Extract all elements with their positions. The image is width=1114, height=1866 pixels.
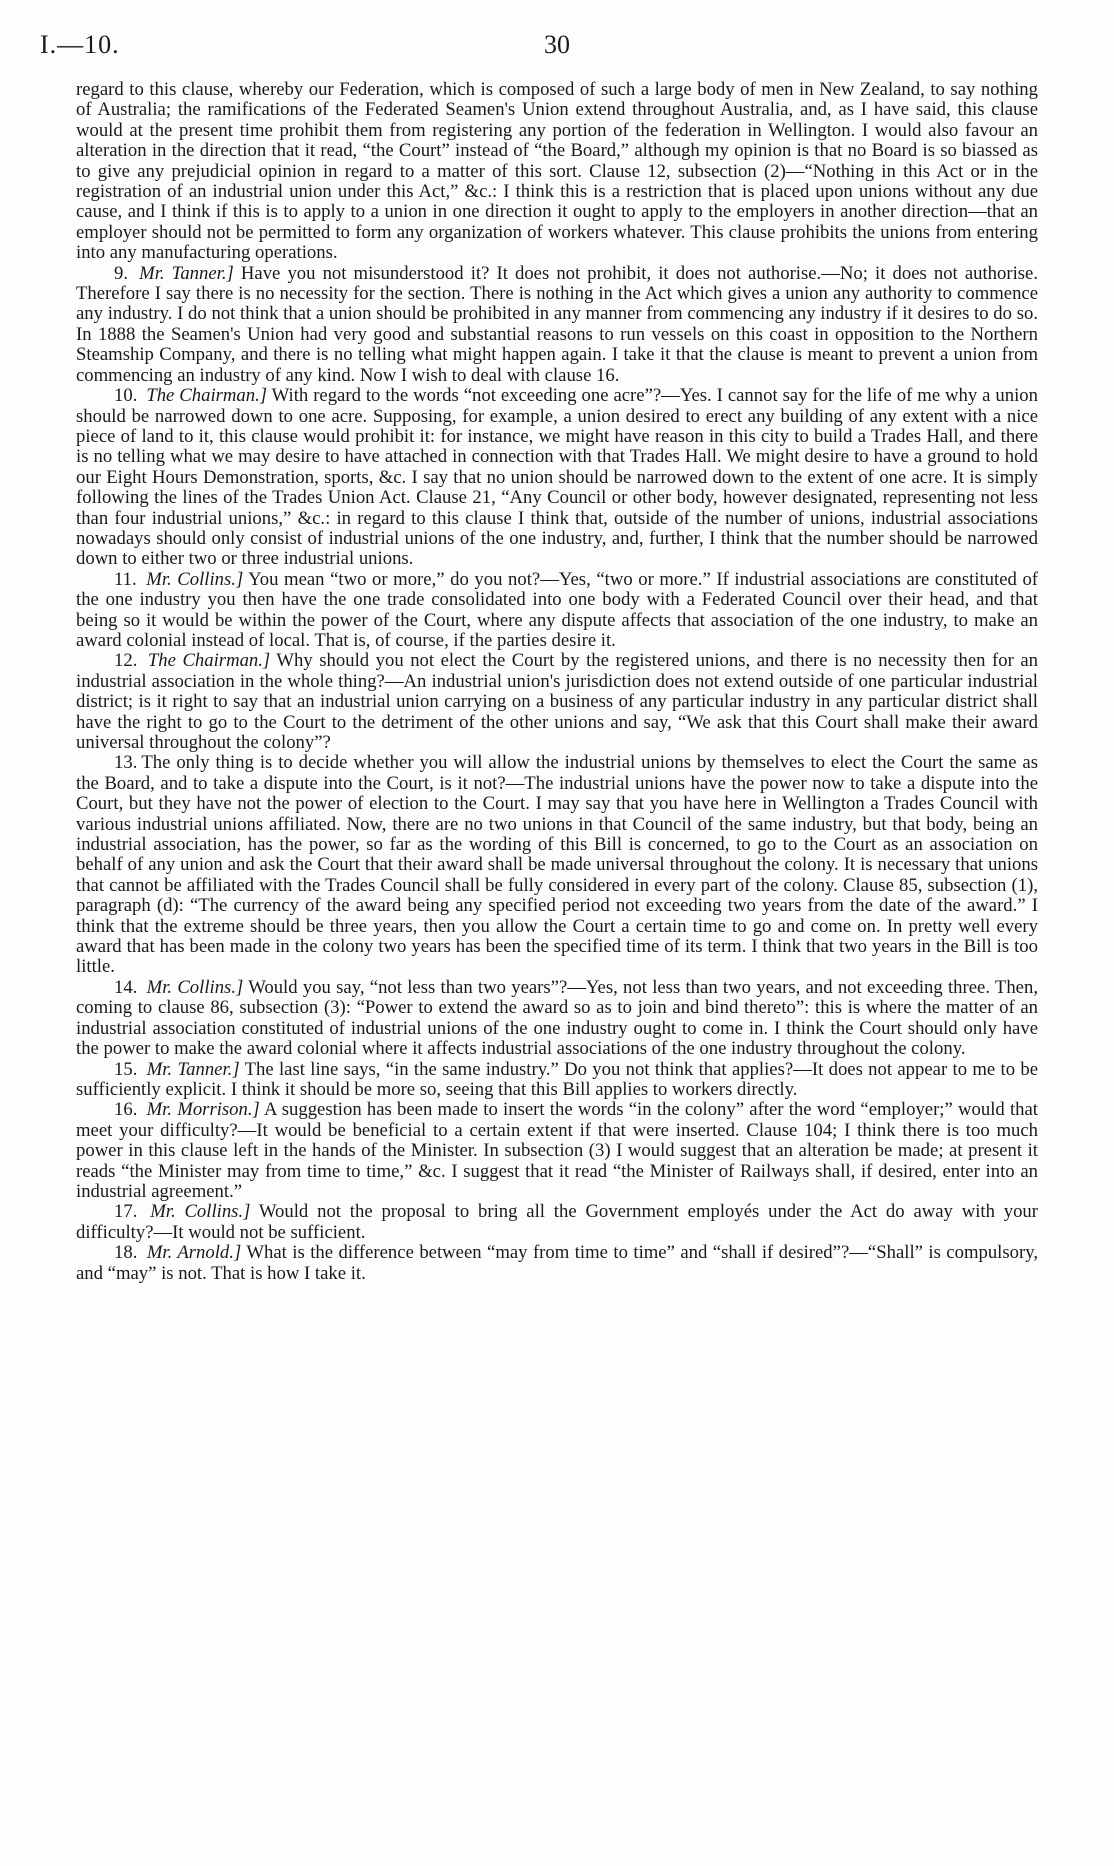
question-paragraph-14 bbox=[76, 978, 1038, 1060]
paragraph-text: With regard to the words “not exceeding one acre”?—Yes. I cannot say for the life of me why a union should be narrowed down to one acre. Supposing, for example, a union desired to erect any building of any extent with a nice piece of land to it, this clause would prohibit it: for instance, we might have reason in this city to build a Trades Hall, and there is no telling what we may desire to have attached in connection with that Trades Hall. We might desire to have a ground to hold our Eight Hours Demonstration, sports, &c. I say that no union should be narrowed down to the extent of one acre. It is simply following the lines of the Trades Union Act. Clause 21, “Any Council or other body, however designated, representing not less than four industrial unions,” &c.: in regard to this clause I think that, outside of the number of unions, industrial associations nowadays should only consist of industrial unions of the one industry, and, further, I think that the number should be narrowed down to either two or three industrial unions. bbox=[76, 385, 1038, 570]
question-paragraph-16 bbox=[76, 1100, 1038, 1202]
paragraph-text: A suggestion has been made to insert the words “in the colony” after the word “employer;” would that meet your difficulty?—It would be beneficial to a certain extent if that were inserted. Clause 104; I think there is too much power in this clause left in the hands of the Minister. In subsection (3) I would suggest that an alteration be made; at present it reads “the Minister may from time to time,” &c. I suggest that it read “the Minister of Railways shall, if desired, enter into an industrial agreement.” bbox=[76, 1099, 1038, 1202]
speaker-name: Mr. Morrison.] bbox=[146, 1099, 260, 1121]
question-paragraph-10 bbox=[76, 386, 1038, 570]
speaker-name: The Chairman.] bbox=[146, 385, 268, 407]
speaker-name: Mr. Collins.] bbox=[150, 1201, 251, 1223]
page-number: 30 bbox=[544, 30, 570, 59]
question-number: 13. bbox=[114, 752, 138, 774]
speaker-name: Mr. Arnold.] bbox=[146, 1242, 242, 1264]
question-paragraph-13 bbox=[76, 753, 1038, 977]
question-number: 16. bbox=[114, 1099, 138, 1121]
question-paragraph-11 bbox=[76, 570, 1038, 652]
paragraph-text: The last line says, “in the same industry.” Do you not think that applies?—It does not appear to me to be sufficiently explicit. I think it should be more so, seeing that this Bill applies to workers directly. bbox=[76, 1058, 1039, 1100]
speaker-name: Mr. Tanner.] bbox=[139, 262, 234, 284]
question-paragraph-15 bbox=[76, 1060, 1038, 1101]
paragraph-text: You mean “two or more,” do you not?—Yes, “two or more.” If industrial associations are constituted of the one industry you then have the one trade consolidated into one body with a Federated Council over their head, and that being so it would be within the power of the Court, where any dispute affects that association of the one industry, to make an award colonial instead of local. That is, of course, if the parties desire it. bbox=[76, 568, 1039, 651]
page-header bbox=[40, 30, 1074, 66]
question-number: 9. bbox=[114, 262, 129, 284]
speaker-name: Mr. Collins.] bbox=[146, 568, 244, 590]
paragraph-text: Would you say, “not less than two years”?—Yes, not less than two years, and not exceeding three. Then, coming to clause 86, subsection (3): “Power to extend the award so as to join and bind thereto”: this is where the matter of an industrial association constituted of industrial unions of the one industry ought to come in. I think the Court should only have the power to make the award colonial where it affects industrial associations of the one industry throughout the colony. bbox=[76, 976, 1038, 1060]
document-body bbox=[76, 80, 1038, 1284]
question-number: 17. bbox=[114, 1201, 138, 1223]
speaker-name: Mr. Collins.] bbox=[146, 976, 244, 998]
question-paragraph-17 bbox=[76, 1202, 1038, 1243]
question-paragraph-12 bbox=[76, 651, 1038, 753]
question-paragraph-18 bbox=[76, 1243, 1038, 1284]
question-number: 15. bbox=[114, 1058, 138, 1080]
intro-paragraph: regard to this clause, whereby our Federation, which is composed of such a large body of men in New Zealand, to say nothing of Australia; the ramifications of the Federated Seamen's Union extend throughout Australia, and, as I have said, this clause would at the present time prohibit them from registering any portion of the federation in Wellington. I would also favour an alteration in the direction that it read, “the Court” instead of “the Board,” although my opinion is that no Board is so biassed as to give any prejudicial opinion in regard to a matter of this sort. Clause 12, subsection (2)—“Nothing in this Act or in the registration of an industrial union under this Act,” &c.: I think this is a restriction that is placed upon unions without any due cause, and I think if this is to apply to a union in one direction it ought to apply to the employers in another direction—that an employer should not be permitted to form any organization of workers whatever. This clause prohibits the unions from entering into any manufacturing operations. bbox=[76, 79, 1038, 264]
question-number: 10. bbox=[114, 385, 138, 407]
paragraph-text: Have you not misunderstood it? It does not prohibit, it does not authorise.—No; it does not authorise. Therefore I say there is no necessity for the section. There is nothing in the Act which gives a union any authority to commence any industry. I do not think that a union should be prohibited in any manner from commencing any industry if it desires to do so. In 1888 the Seamen's Union had very good and substantial reasons to run vessels on this coast in opposition to the Northern Steamship Company, and there is no telling what might happen again. I take it that the clause is meant to prevent a union from commencing an industry of any kind. Now I wish to deal with clause 16. bbox=[76, 262, 1039, 386]
question-paragraph-9 bbox=[76, 264, 1038, 386]
question-number: 14. bbox=[114, 976, 138, 998]
paragraph-text: Would not the proposal to bring all the Government employés under the Act do away with your difficulty?—It would not be sufficient. bbox=[76, 1201, 1039, 1243]
question-number: 18. bbox=[114, 1242, 138, 1264]
paragraph-text: What is the difference between “may from time to time” and “shall if desired”?—“Shall” is compulsory, and “may” is not. That is how I take it. bbox=[76, 1242, 1038, 1284]
paragraph-text: Why should you not elect the Court by the registered unions, and there is no necessity then for an industrial association in the whole thing?—An industrial union's jurisdiction does not extend outside of one particular industrial district; is it right to say that an industrial union carrying on a business of any particular industry in any particular district shall have the right to go to the Court to the detriment of the other unions and say, “We ask that this Court shall make their award universal throughout the colony”? bbox=[76, 650, 1038, 753]
speaker-name: The Chairman.] bbox=[147, 650, 271, 672]
question-number: 11. bbox=[114, 568, 137, 590]
question-number: 12. bbox=[114, 650, 138, 672]
paragraph-text: The only thing is to decide whether you will allow the industrial unions by themselves to elect the Court the same as the Board, and to take a dispute into the Court, is it not?—The industrial unions have the power now to take a dispute into the Court, but they have not the power of election to the Court. I may say that you have here in Wellington a Trades Council with various industrial unions affiliated. Now, there are no two unions in that Council of the same industry, but that body, being an industrial association, has the power, so far as the wording of this Bill is concerned, to go to the Court as an association on behalf of any union and ask the Court that their award shall be made universal throughout the colony. It is necessary that unions that cannot be affiliated with the Trades Council shall be fully considered in every part of the colony. Clause 85, subsection (1), paragraph (d): “The currency of the award being any specified period not exceeding two years from the date of the award.” I think that the extreme should be three years, then you allow the Court a certain time to go and come on. In pretty well every award that has been made in the colony two years has been the specified time of its term. I think that two years in the Bill is too little. bbox=[76, 752, 1038, 978]
document-reference: I.—10. bbox=[40, 30, 120, 59]
speaker-name: Mr. Tanner.] bbox=[146, 1058, 240, 1080]
